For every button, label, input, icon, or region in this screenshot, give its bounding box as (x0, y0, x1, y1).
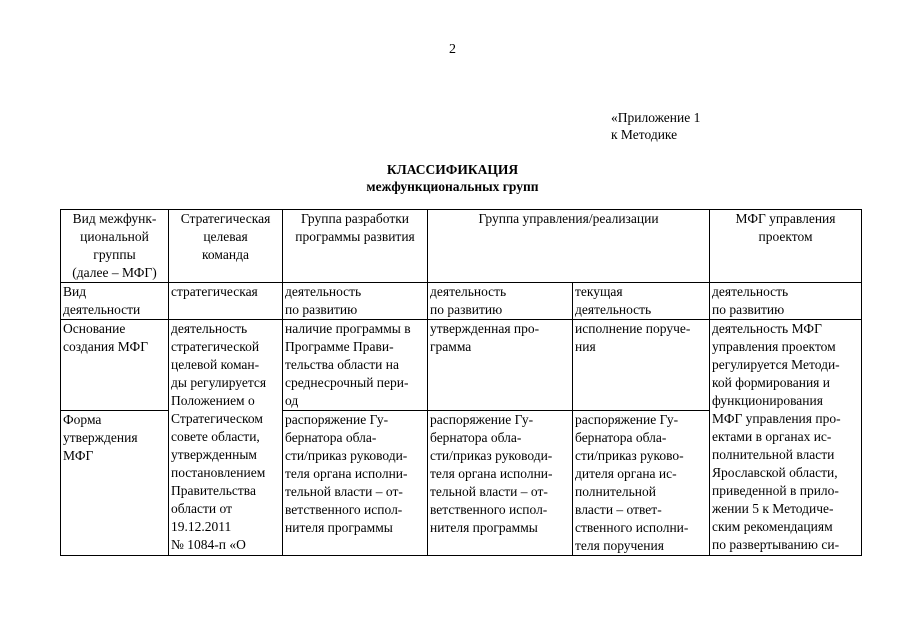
cell-text-line: Вид межфунк- (72, 211, 157, 226)
cell-text-line: проектом (758, 229, 813, 244)
cell-text-line: полнительной власти (712, 447, 835, 462)
table-cell (283, 411, 428, 556)
cell-text-line: группы (93, 247, 136, 262)
strategic-team-regulation-cell (169, 320, 283, 556)
cell-text-line: деятельность (171, 321, 248, 336)
cell-text-line: ния (575, 339, 596, 354)
row-label-approval-form (61, 411, 169, 556)
cell-text-line: ектами в органах ис- (712, 429, 832, 444)
cell-text-line: программы развития (295, 229, 415, 244)
cell-text-line: совете области, (171, 429, 260, 444)
cell-text-line: бернатора обла- (575, 430, 667, 445)
table-cell (573, 283, 710, 320)
cell-text-line: теля поручения (575, 538, 664, 553)
cell-text-line: Стратегическая (180, 211, 271, 226)
cell-text-line: Ярославской области, (712, 465, 838, 480)
table-cell (169, 283, 283, 320)
cell-text-line: стратегическая (171, 284, 258, 299)
cell-text-line: Программе Прави- (285, 339, 394, 354)
cell-text-line: полнительной (575, 484, 656, 499)
appendix-line-1: «Приложение 1 (611, 110, 701, 125)
cell-text-line: ветственного испол- (285, 502, 403, 517)
cell-text-line: сти/приказ руководи- (430, 448, 553, 463)
cell-text-line: (далее – МФГ) (72, 265, 157, 280)
cell-text-line: Правительства (171, 483, 256, 498)
row-label-creation-basis (61, 320, 169, 411)
cell-text-line: деятельность (712, 284, 789, 299)
cell-text-line: утвержденная про- (430, 321, 540, 336)
cell-text-line: Стратегическом (171, 411, 263, 426)
cell-text-line: теля органа исполни- (430, 466, 553, 481)
cell-text-line: распоряжение Гу- (430, 412, 534, 427)
cell-text-line: кой формирования и (712, 375, 830, 390)
header-management-implementation-group (428, 210, 710, 283)
cell-text-line: МФГ управления про- (712, 411, 841, 426)
page-number: 2 (449, 42, 456, 57)
cell-text-line: ским рекомендациям (712, 519, 833, 534)
cell-text-line: од (285, 393, 299, 408)
table-cell (428, 320, 573, 411)
cell-text-line: по развитию (285, 302, 358, 317)
cell-text-line: деятельность МФГ (712, 321, 822, 336)
cell-text-line: создания МФГ (63, 339, 149, 354)
cell-text-line: тельной власти – от- (430, 484, 548, 499)
cell-text-line: управления проектом (712, 339, 836, 354)
cell-text-line: ды регулируется (171, 375, 267, 390)
cell-text-line: целевая (203, 229, 248, 244)
cell-text-line: дителя органа ис- (575, 466, 677, 481)
table-cell (710, 283, 862, 320)
header-project-management-mfg (710, 210, 862, 283)
cell-text-line: постановлением (171, 465, 266, 480)
cell-text-line: целевой коман- (171, 357, 260, 372)
cell-text-line: власти – ответ- (575, 502, 662, 517)
table-row (61, 283, 862, 320)
cell-text-line: сти/приказ руководи- (285, 448, 408, 463)
table-header-row (61, 210, 862, 283)
cell-text-line: Основание (63, 321, 126, 336)
cell-text-line: по развитию (430, 302, 503, 317)
cell-text-line: деятельность (430, 284, 507, 299)
cell-text-line: по развитию (712, 302, 785, 317)
cell-text-line: МФГ управления (735, 211, 836, 226)
cell-text-line: Форма (63, 412, 102, 427)
cell-text-line: бернатора обла- (430, 430, 522, 445)
cell-text-line: тельства области на (285, 357, 399, 372)
cell-text-line: грамма (430, 339, 472, 354)
cell-text-line: Положением о (171, 393, 255, 408)
cell-text-line: сти/приказ руково- (575, 448, 684, 463)
cell-text-line: жении 5 к Методиче- (712, 501, 834, 516)
appendix-line-2: к Методике (611, 127, 678, 142)
cell-text-line: ственного исполни- (575, 520, 689, 535)
cell-text-line: функционирования (712, 393, 823, 408)
cell-text-line: текущая (575, 284, 623, 299)
cell-text-line: наличие программы в (285, 321, 411, 336)
cell-text-line: Группа управления/реализации (478, 211, 659, 226)
cell-text-line: распоряжение Гу- (575, 412, 679, 427)
cell-text-line: исполнение поруче- (575, 321, 691, 336)
cell-text-line: 19.12.2011 (171, 519, 232, 534)
document-subtitle: межфункциональных групп (366, 179, 539, 194)
project-mfg-regulation-cell (710, 320, 862, 556)
table-cell (573, 320, 710, 411)
cell-text-line: приведенной в прило- (712, 483, 839, 498)
header-program-development-group (283, 210, 428, 283)
cell-text-line: нителя программы (285, 520, 393, 535)
cell-text-line: Группа разработки (300, 211, 410, 226)
cell-text-line: теля органа исполни- (285, 466, 408, 481)
document-title: КЛАССИФИКАЦИЯ (386, 162, 519, 177)
cell-text-line: команда (202, 247, 249, 262)
cell-text-line: № 1084-п «О (171, 537, 246, 552)
cell-text-line: Вид (63, 284, 87, 299)
table-cell (428, 411, 573, 556)
table-row (61, 320, 862, 411)
cell-text-line: регулируется Методи- (712, 357, 840, 372)
cell-text-line: тельной власти – от- (285, 484, 403, 499)
cell-text-line: циональной (80, 229, 149, 244)
table-cell (428, 283, 573, 320)
header-mfg-type (61, 210, 169, 283)
cell-text-line: утвержденным (171, 447, 257, 462)
table-cell (283, 283, 428, 320)
cell-text-line: деятельность (575, 302, 652, 317)
cell-text-line: ветственного испол- (430, 502, 548, 517)
cell-text-line: деятельности (63, 302, 141, 317)
table-cell (573, 411, 710, 556)
row-label-activity-type (61, 283, 169, 320)
table-cell (283, 320, 428, 411)
cell-text-line: среднесрочный пери- (285, 375, 409, 390)
cell-text-line: нителя программы (430, 520, 538, 535)
classification-table (60, 209, 862, 556)
cell-text-line: стратегической (171, 339, 260, 354)
cell-text-line: МФГ (63, 448, 94, 463)
cell-text-line: деятельность (285, 284, 362, 299)
cell-text-line: бернатора обла- (285, 430, 377, 445)
cell-text-line: области от (171, 501, 232, 516)
appendix-reference (611, 109, 700, 143)
cell-text-line: утверждения (63, 430, 138, 445)
cell-text-line: по развертыванию си- (712, 537, 840, 552)
cell-text-line: распоряжение Гу- (285, 412, 389, 427)
document-heading (0, 161, 905, 195)
header-strategic-team (169, 210, 283, 283)
